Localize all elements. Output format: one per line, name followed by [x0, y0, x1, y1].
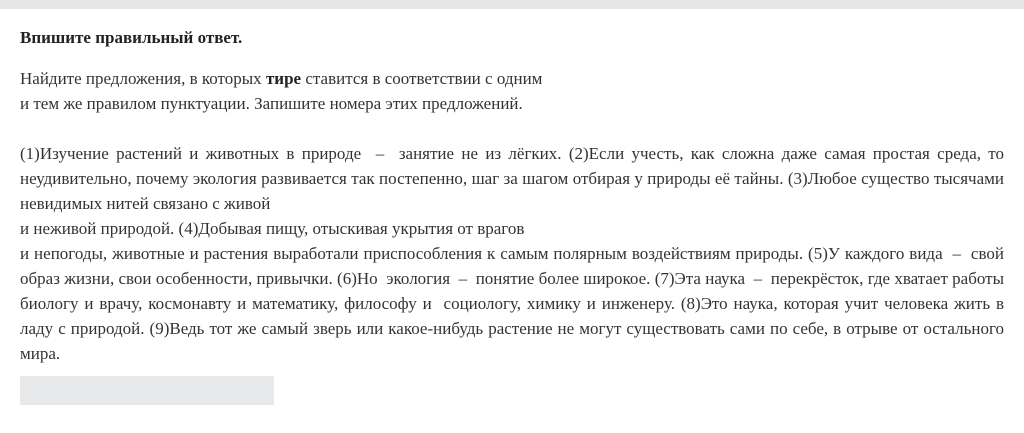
passage-segment: и неживой природой. (4)Добывая пищу, отыскивая укрытия от врагов — [20, 219, 525, 238]
instruction-heading: Впишите правильный ответ. — [20, 28, 243, 47]
passage-segment: и непогоды, животные и растения выработали приспособления к самым полярным воздействиям природы. (5)У каждого вида – свой образ жизни, свои особенности, привычки. (6)Но экология – понятие более широкое. (7)Эта наука – перекрёсток, где хватает работы биологу и врачу, космонавту и математику, философу и социологу, химику и инженеру. (8)Это наука, которая учит человека жить в ладу с природой. (9)Ведь тот же самый зверь или какое-нибудь растение не могут существовать сами по себе, в отрыве от остального мира. — [20, 244, 1004, 363]
task-text-part: Найдите предложения, в которых — [20, 69, 266, 88]
task-text-part: и тем же правилом пунктуации. Запишите номера этих предложений. — [20, 94, 523, 113]
passage-text — [20, 141, 1004, 366]
answer-input[interactable] — [20, 376, 274, 405]
question-block — [20, 28, 1004, 366]
passage-segment: (1)Изучение растений и животных в природе – занятие не из лёгких. (2)Если учесть, как сложна даже самая простая среда, то неудивительно, почему экология развивается так постепенно, шаг за шагом отбирая у природы её тайны. (3)Любое существо тысячами невидимых нитей связано с живой — [20, 144, 1004, 213]
task-keyword: тире — [265, 69, 302, 88]
task-text-part: ставится в соответствии с одним — [301, 69, 543, 88]
task-text — [20, 66, 1004, 116]
top-strip — [0, 0, 1024, 9]
